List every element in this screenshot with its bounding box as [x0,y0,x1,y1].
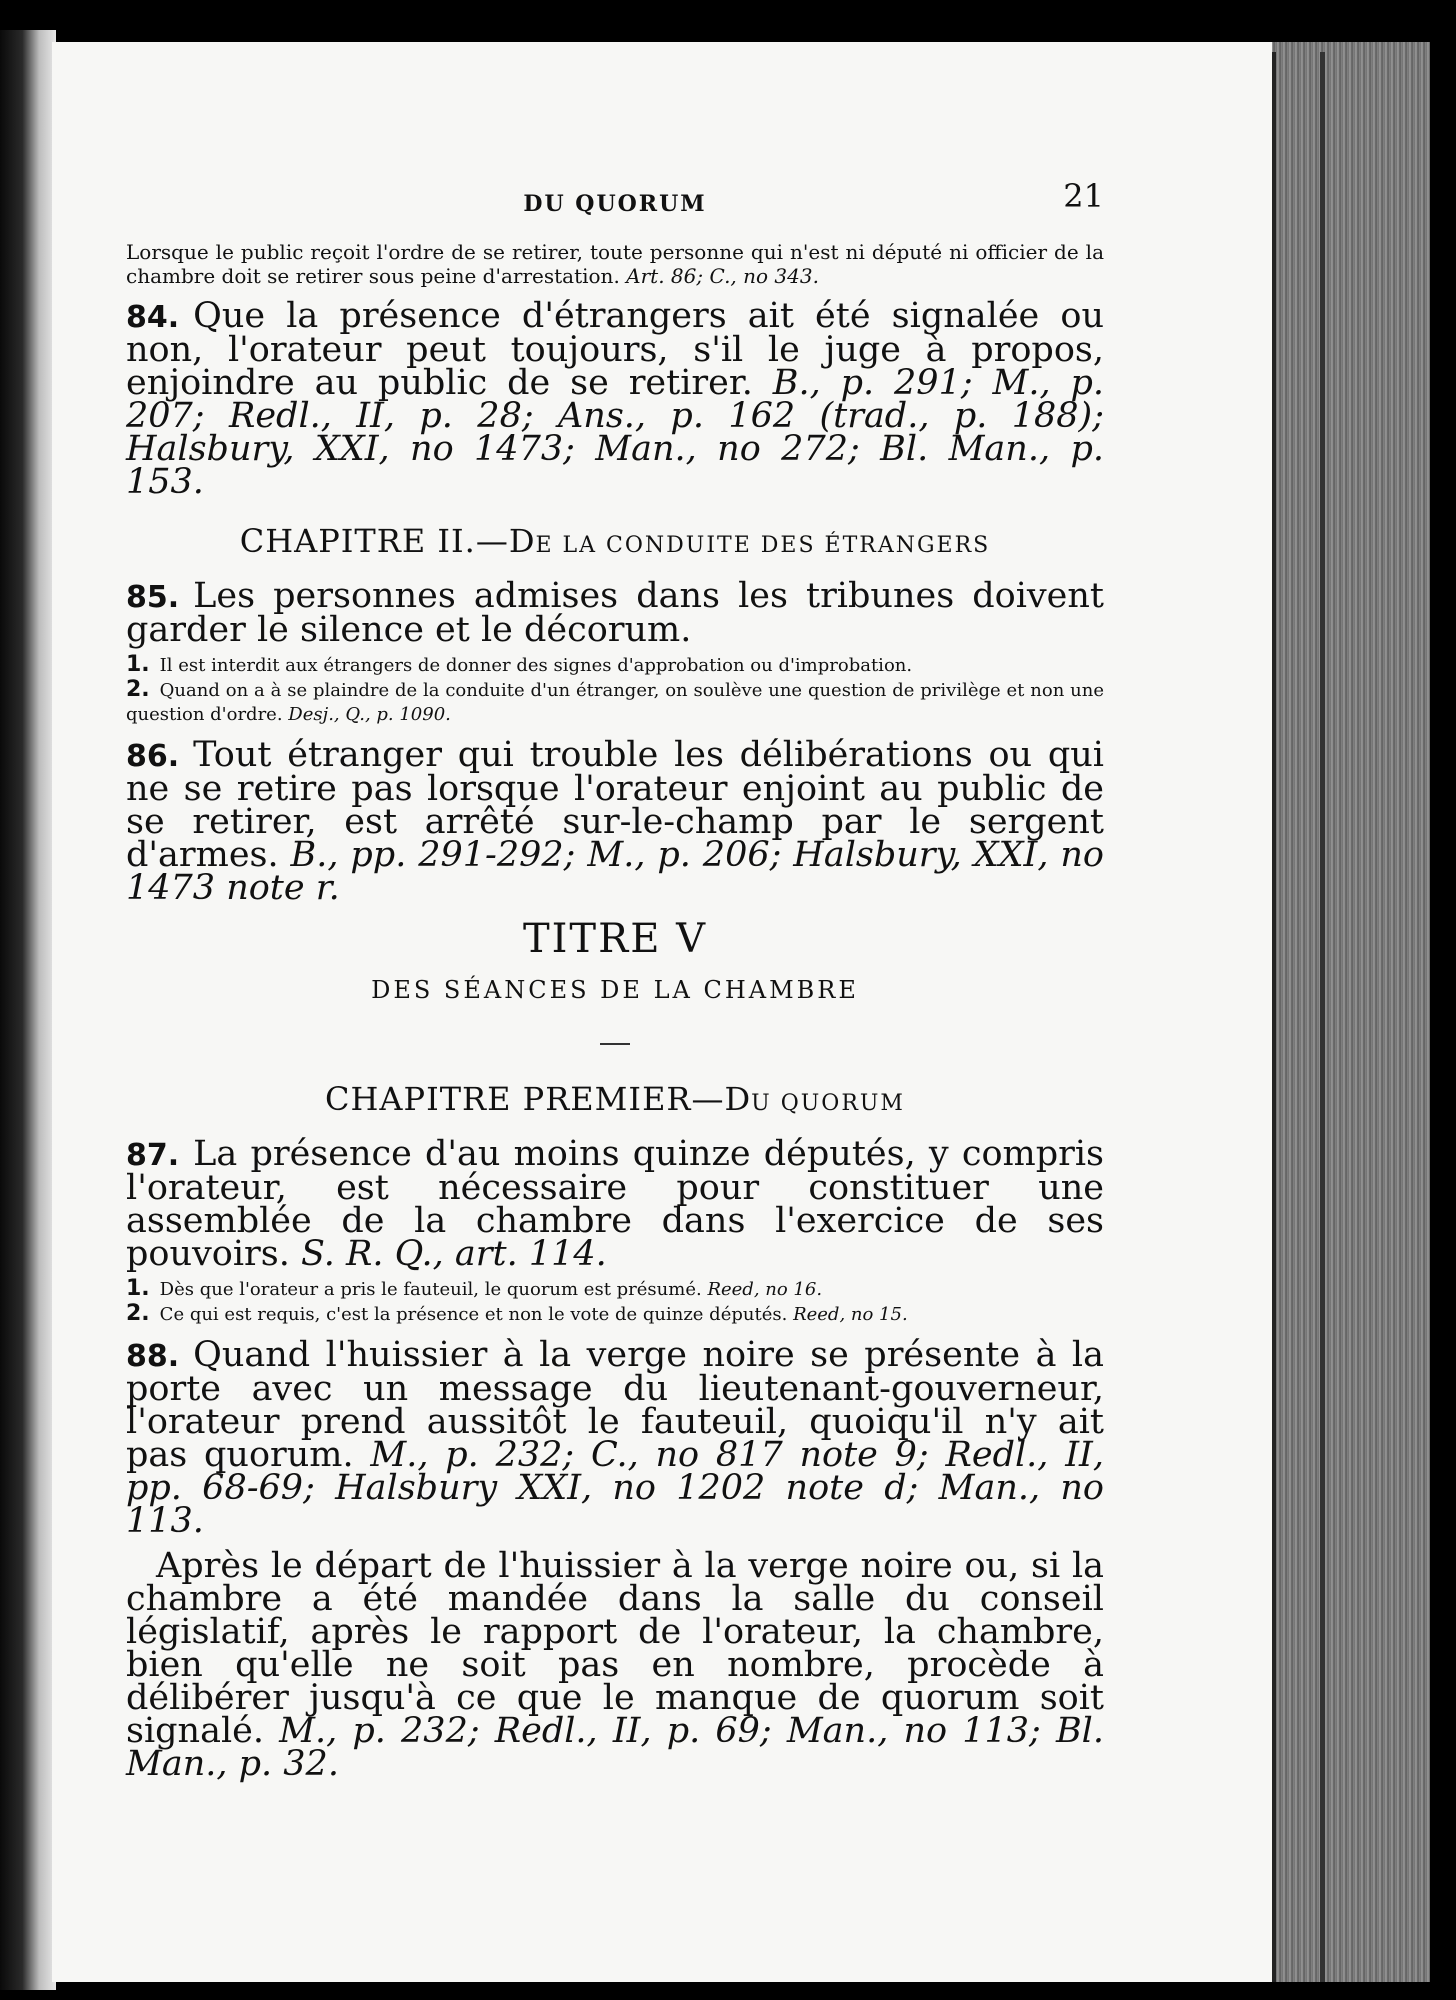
article-84 [126,296,1105,502]
page-content [126,177,1105,1793]
title-subheading: DES SÉANCES DE LA CHAMBRE [371,976,859,1004]
chapter-heading [126,1080,1104,1120]
intro-note [126,240,1104,288]
footnote-number: 1. [126,1276,150,1301]
article-number: 88. [126,1339,180,1374]
closing-paragraph [126,1546,1104,1784]
running-title: DU QUORUM [523,191,707,217]
article-text: La présence d'au moins quinze députés, y compris l'orateur, est nécessaire pour constituer une assemblée de la chambre dans l'exercice de ses pouvoirs. [126,1134,1104,1274]
article-text: Tout étranger qui trouble les délibérations ou qui ne se retire pas lorsque l'orateur enjoint au public de se retirer, est arrêté sur-le-champ par le sergent d'armes. [126,735,1104,875]
chapter-heading [126,522,1104,562]
chapter-title: CHAPITRE PREMIER—D [325,1080,752,1118]
article-text: Que la présence d'étrangers ait été signalée ou non, l'orateur peut toujours, s'il le juge à propos, enjoindre au public de se retirer. [126,296,1104,403]
page-edge-line [1320,52,1325,1982]
chapter-title: CHAPITRE II.—D [239,522,536,560]
article-number: 84. [126,300,180,335]
article-text: Les personnes admises dans les tribunes doivent garder le silence et le décorum. [126,576,1104,650]
running-head [126,177,1104,232]
footnote-number: 2. [126,1301,150,1326]
chapter-subtitle: U QUORUM [751,1091,905,1116]
article-number: 87. [126,1138,180,1173]
article-86 [126,735,1104,908]
intro-note-cite: Art. 86; C., no 343. [626,264,819,288]
chapter-subtitle: E LA CONDUITE DES ÉTRANGERS [535,533,991,558]
footnote-text: Ce qui est requis, c'est la présence et non le vote de quinze députés. [159,1304,788,1325]
footnote-text: Quand on a à se plaindre de la conduite d'un étranger, on soulève une question de privilège et non une question d'ordre. [126,680,1104,725]
footnote-cite: Reed, no 15. [793,1304,908,1325]
article-number: 85. [126,580,180,615]
footnote [126,1302,1104,1327]
title-heading: TITRE V [522,916,708,962]
article-text: Quand l'huissier à la verge noire se présente à la porte avec un message du lieutenant-gouverneur, l'orateur prend aussitôt le fauteuil, quoiqu'il n'y ait pas quorum. [126,1335,1104,1475]
closing-text: Après le départ de l'huissier à la verge noire ou, si la chambre a été mandée dans la salle du conseil législatif, après le rapport de l'orateur, la chambre, bien qu'elle ne soit pas en nombre, procède à délibérer jusqu'à ce que le manque de quorum soit signalé. [126,1546,1104,1751]
footnote-number: 1. [126,652,150,677]
article-cite: B., p. 291; M., p. 207; Redl., II, p. 28; Ans., p. 162 (trad., p. 188); Halsbury, XXI, no 1473; Man., no 272; Bl. Man., p. 153. [126,363,1105,502]
closing-cite: M., p. 232; Redl., II, p. 69; Man., no 113; Bl. Man., p. 32. [126,1711,1104,1784]
footnote [126,653,1104,678]
article-number: 86. [126,739,180,774]
intro-note-text: Lorsque le public reçoit l'ordre de se retirer, toute personne qui n'est ni député ni officier de la chambre doit se retirer sous peine d'arrestation. [126,240,1104,288]
book-spine-shadow [0,30,56,1990]
article-88 [126,1335,1104,1541]
article-cite: M., p. 232; C., no 817 note 9; Redl., II, pp. 68-69; Halsbury XXI, no 1202 note d; Man., no 113. [126,1435,1104,1541]
footnote [126,1277,1104,1302]
article-85 [126,576,1104,650]
footnote-text: Il est interdit aux étrangers de donner des signes d'approbation ou d'improbation. [159,655,913,676]
footnote-text: Dès que l'orateur a pris le fauteuil, le quorum est présumé. [159,1279,702,1300]
footnote-cite: Desj., Q., p. 1090. [288,704,451,725]
footnote-number: 2. [126,677,150,702]
page-number: 21 [1063,177,1104,215]
section-divider [600,1043,630,1045]
footnote [126,678,1104,727]
article-87 [126,1134,1104,1274]
article-cite: S. R. Q., art. 114. [301,1234,607,1274]
article-cite: B., pp. 291-292; M., p. 206; Halsbury, XXI, no 1473 note r. [126,835,1104,908]
footnote-cite: Reed, no 16. [707,1279,823,1300]
